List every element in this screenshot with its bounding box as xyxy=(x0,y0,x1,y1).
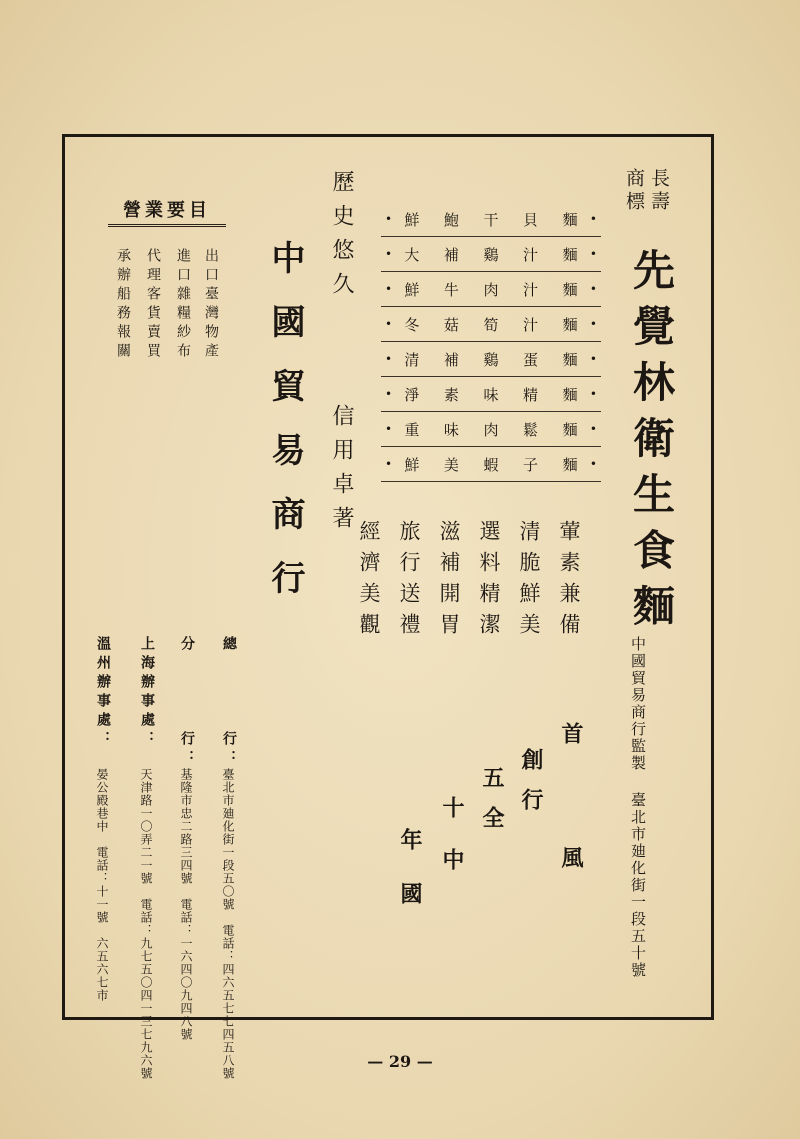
anniversary-char: 首 xyxy=(558,722,584,744)
supervisor-address: 臺北市廸化街一段五十號 xyxy=(629,792,647,979)
noodle-row: • 冬 菇 筍 汁 麵 • xyxy=(381,307,601,342)
office-address-branch: 基隆市忠二路三四號 電話：一六四〇九四八號 xyxy=(179,768,193,1041)
noodle-row: • 鮮 美 蝦 子 麵 • xyxy=(381,447,601,482)
business-item: 代理客貨賣買 xyxy=(145,248,161,362)
anniversary-col-1 xyxy=(560,722,582,868)
business-item: 進口雜糧紗布 xyxy=(175,248,191,362)
anniversary-col-5: 年國 xyxy=(397,828,423,936)
brand-name: 先覺林衛生食麵 xyxy=(627,248,676,640)
anniversary-col-4: 十中 xyxy=(439,796,465,900)
office-name-branch: 分 行： xyxy=(179,636,195,769)
office-name-wenzhou: 溫州辦事處： xyxy=(95,636,111,750)
anniversary-col-2: 創行 xyxy=(518,748,544,828)
company-name: 中國貿易商行 xyxy=(265,240,305,624)
slogan: 葷素兼備 xyxy=(557,520,581,644)
page-number: — 29 — xyxy=(367,1052,433,1071)
anniversary-col-3: 五全 xyxy=(479,766,505,846)
noodle-row: • 鮮 鮑 干 貝 麵 • xyxy=(381,202,601,237)
business-item: 出口臺灣物產 xyxy=(203,248,219,362)
noodle-row: • 大 補 鷄 汁 麵 • xyxy=(381,237,601,272)
supervision-note xyxy=(630,636,645,979)
noodle-row: • 鮮 牛 肉 汁 麵 • xyxy=(381,272,601,307)
trademark-label xyxy=(624,168,668,214)
business-item: 承辦船務報關 xyxy=(115,248,131,362)
motto-line-1: 歷史悠久 xyxy=(329,170,354,306)
noodle-row: • 淨 素 味 精 麵 • xyxy=(381,377,601,412)
slogan: 清脆鮮美 xyxy=(517,520,541,644)
slogan: 經濟美觀 xyxy=(357,520,381,644)
slogan: 滋補開胃 xyxy=(437,520,461,644)
anniversary-char: 風 xyxy=(558,846,584,868)
office-address-shanghai: 天津路一〇弄二一號 電話：九七五〇四一三七九六號 xyxy=(139,768,153,1080)
noodle-product-table xyxy=(381,202,601,482)
office-name-shanghai: 上海辦事處： xyxy=(139,636,155,750)
slogan: 旅行送禮 xyxy=(397,520,421,644)
noodle-row: • 重 味 肉 鬆 麵 • xyxy=(381,412,601,447)
slogan: 選料精潔 xyxy=(477,520,501,644)
supervisor-name: 中國貿易商行監製 xyxy=(629,636,647,772)
office-address-head: 臺北市廸化街一段五〇號 電話：四六五七七四五八號 xyxy=(221,768,235,1080)
business-title: 營業要目 xyxy=(108,196,226,227)
office-address-wenzhou: 晏公殿巷中 電話：十一號 六五六七市 xyxy=(95,768,109,1002)
trademark-line-2: 商標 xyxy=(623,168,645,214)
trademark-line-1: 長壽 xyxy=(648,168,670,214)
motto-line-2: 信用卓著 xyxy=(329,404,354,540)
office-name-head: 總 行： xyxy=(221,636,237,769)
noodle-row: • 清 補 鷄 蛋 麵 • xyxy=(381,342,601,377)
